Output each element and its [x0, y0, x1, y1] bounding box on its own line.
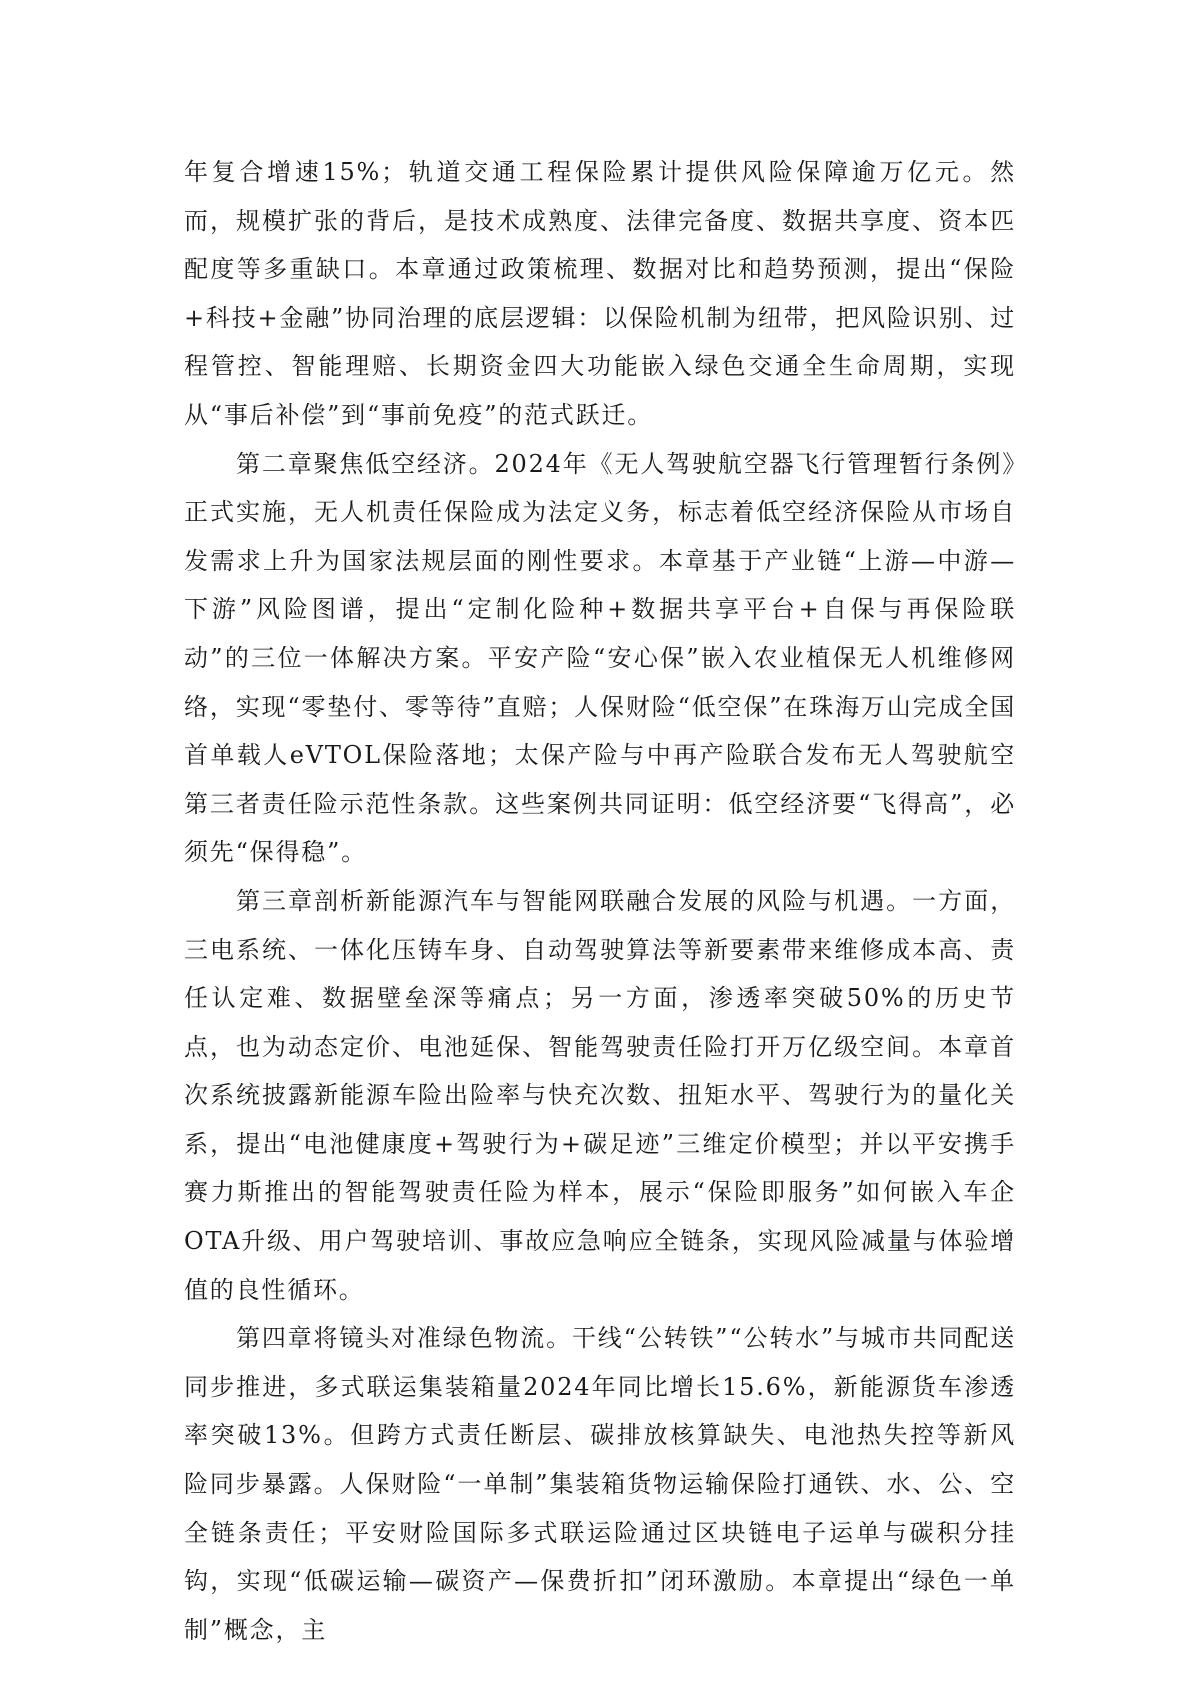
- body-text: [184, 148, 1016, 1654]
- paragraph-continued-intro: 年复合增速15%；轨道交通工程保险累计提供风险保障逾万亿元。然而，规模扩张的背后，是技术成熟度、法律完备度、数据共享度、资本匹配度等多重缺口。本章通过政策梳理、数据对比和趋势预测，提出“保险+科技+金融”协同治理的底层逻辑：以保险机制为纽带，把风险识别、过程管控、智能理赔、长期资金四大功能嵌入绿色交通全生命周期，实现从“事后补偿”到“事前免疫”的范式跃迁。: [184, 158, 1016, 429]
- paragraph-chapter-4-green-logistics: 第四章将镜头对准绿色物流。干线“公转铁”“公转水”与城市共同配送同步推进，多式联运集装箱量2024年同比增长15.6%，新能源货车渗透率突破13%。但跨方式责任断层、碳排放核算缺失、电池热失控等新风险同步暴露。人保财险“一单制”集装箱货物运输保险打通铁、水、公、空全链条责任；平安财险国际多式联运险通过区块链电子运单与碳积分挂钩，实现“低碳运输—碳资产—保费折扣”闭环激励。本章提出“绿色一单制”概念，主: [184, 1324, 1016, 1644]
- paragraph-chapter-3-new-energy-vehicles: 第三章剖析新能源汽车与智能网联融合发展的风险与机遇。一方面，三电系统、一体化压铸车身、自动驾驶算法等新要素带来维修成本高、责任认定难、数据壁垒深等痛点；另一方面，渗透率突破50%的历史节点，也为动态定价、电池延保、智能驾驶责任险打开万亿级空间。本章首次系统披露新能源车险出险率与快充次数、扭矩水平、驾驶行为的量化关系，提出“电池健康度+驾驶行为+碳足迹”三维定价模型；并以平安携手赛力斯推出的智能驾驶责任险为样本，展示“保险即服务”如何嵌入车企OTA升级、用户驾驶培训、事故应急响应全链条，实现风险减量与体验增值的良性循环。: [184, 886, 1016, 1304]
- paragraph-chapter-2-low-altitude-economy: 第二章聚焦低空经济。2024年《无人驾驶航空器飞行管理暂行条例》正式实施，无人机责任保险成为法定义务，标志着低空经济保险从市场自发需求上升为国家法规层面的刚性要求。本章基于产业链“上游—中游—下游”风险图谱，提出“定制化险种+数据共享平台+自保与再保险联动”的三位一体解决方案。平安产险“安心保”嵌入农业植保无人机维修网络，实现“零垫付、零等待”直赔；人保财险“低空保”在珠海万山完成全国首单载人eVTOL保险落地；太保产险与中再产险联合发布无人驾驶航空第三者责任险示范性条款。这些案例共同证明：低空经济要“飞得高”，必须先“保得稳”。: [184, 449, 1016, 867]
